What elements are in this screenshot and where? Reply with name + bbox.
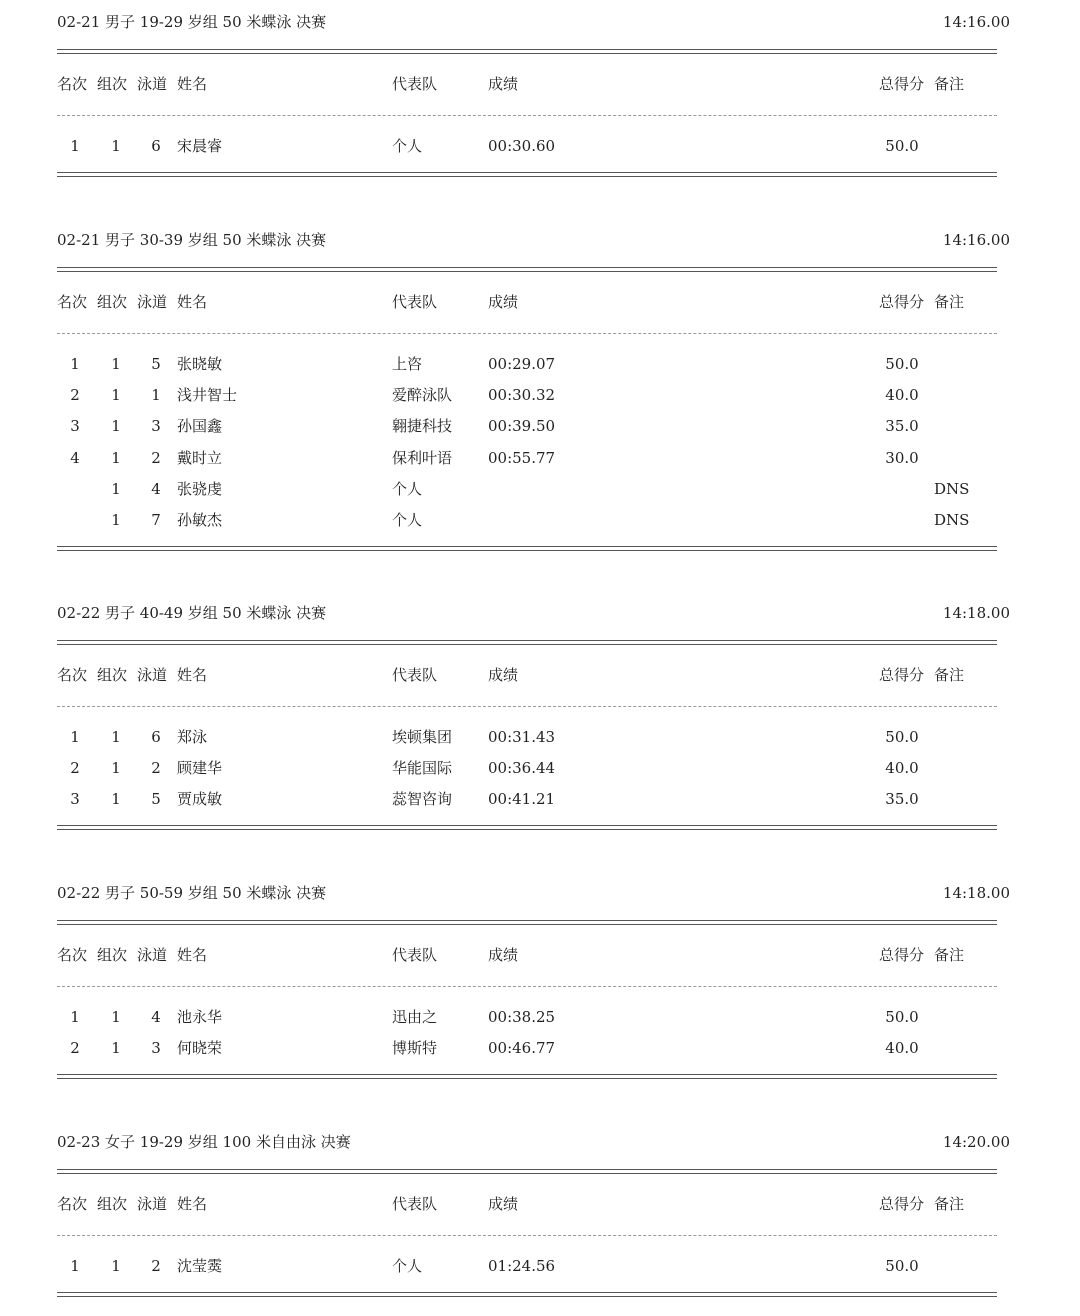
- cell-rank: 1: [70, 355, 80, 373]
- cell-team: 埃顿集团: [392, 728, 453, 746]
- double-rule: [57, 640, 997, 645]
- cell-points: 40.0: [885, 386, 919, 404]
- cell-lane: 3: [151, 417, 161, 435]
- header-lane: 泳道: [137, 75, 168, 93]
- dashed-rule: [57, 986, 997, 987]
- header-note: 备注: [934, 1195, 965, 1213]
- cell-note: DNS: [934, 511, 970, 529]
- cell-lane: 4: [151, 1008, 161, 1026]
- cell-note: DNS: [934, 480, 970, 498]
- header-result: 成绩: [488, 1195, 519, 1213]
- cell-lane: 6: [151, 728, 161, 746]
- cell-name: 张晓敏: [177, 355, 223, 373]
- cell-rank: 2: [70, 1039, 80, 1057]
- cell-result: 01:24.56: [488, 1257, 556, 1275]
- header-rank: 名次: [57, 666, 88, 684]
- cell-team: 蕊智咨询: [392, 790, 453, 808]
- cell-name: 顾建华: [177, 759, 223, 777]
- cell-result: 00:29.07: [488, 355, 556, 373]
- cell-result: 00:38.25: [488, 1008, 556, 1026]
- double-rule: [57, 1292, 997, 1297]
- dashed-rule: [57, 333, 997, 334]
- cell-team: 华能国际: [392, 759, 453, 777]
- cell-name: 贾成敏: [177, 790, 223, 808]
- cell-heat: 1: [111, 728, 121, 746]
- cell-lane: 5: [151, 790, 161, 808]
- cell-lane: 1: [151, 386, 161, 404]
- event-time: 14:18.00: [942, 604, 1010, 622]
- header-lane: 泳道: [137, 1195, 168, 1213]
- header-lane: 泳道: [137, 666, 168, 684]
- header-team: 代表队: [392, 75, 438, 93]
- header-name: 姓名: [177, 75, 208, 93]
- cell-result: 00:36.44: [488, 759, 556, 777]
- header-heat: 组次: [97, 666, 128, 684]
- event-time: 14:18.00: [942, 884, 1010, 902]
- header-team: 代表队: [392, 666, 438, 684]
- cell-heat: 1: [111, 417, 121, 435]
- cell-result: 00:55.77: [488, 449, 556, 467]
- cell-team: 个人: [392, 137, 423, 155]
- header-note: 备注: [934, 75, 965, 93]
- header-heat: 组次: [97, 946, 128, 964]
- header-note: 备注: [934, 666, 965, 684]
- cell-lane: 2: [151, 1257, 161, 1275]
- cell-points: 35.0: [885, 790, 919, 808]
- header-team: 代表队: [392, 293, 438, 311]
- cell-points: 50.0: [885, 1257, 919, 1275]
- header-lane: 泳道: [137, 946, 168, 964]
- cell-rank: 1: [70, 1008, 80, 1026]
- event-title: 02-22 男子 40-49 岁组 50 米蝶泳 决赛: [57, 604, 327, 622]
- cell-points: 50.0: [885, 355, 919, 373]
- header-team: 代表队: [392, 946, 438, 964]
- cell-rank: 3: [70, 790, 80, 808]
- double-rule: [57, 172, 997, 177]
- event-title: 02-22 男子 50-59 岁组 50 米蝶泳 决赛: [57, 884, 327, 902]
- cell-heat: 1: [111, 1257, 121, 1275]
- header-points: 总得分: [879, 666, 925, 684]
- cell-team: 翱捷科技: [392, 417, 453, 435]
- cell-lane: 3: [151, 1039, 161, 1057]
- cell-rank: 1: [70, 1257, 80, 1275]
- cell-result: 00:41.21: [488, 790, 556, 808]
- cell-team: 个人: [392, 511, 423, 529]
- cell-lane: 5: [151, 355, 161, 373]
- header-points: 总得分: [879, 293, 925, 311]
- header-points: 总得分: [879, 1195, 925, 1213]
- header-rank: 名次: [57, 1195, 88, 1213]
- header-heat: 组次: [97, 1195, 128, 1213]
- header-rank: 名次: [57, 946, 88, 964]
- cell-points: 50.0: [885, 137, 919, 155]
- cell-heat: 1: [111, 386, 121, 404]
- dashed-rule: [57, 115, 997, 116]
- cell-name: 宋晨睿: [177, 137, 223, 155]
- header-note: 备注: [934, 293, 965, 311]
- cell-result: 00:30.32: [488, 386, 556, 404]
- cell-heat: 1: [111, 790, 121, 808]
- header-result: 成绩: [488, 666, 519, 684]
- cell-name: 郑泳: [177, 728, 208, 746]
- cell-name: 池永华: [177, 1008, 223, 1026]
- cell-result: 00:39.50: [488, 417, 556, 435]
- double-rule: [57, 267, 997, 272]
- cell-heat: 1: [111, 137, 121, 155]
- cell-name: 孙国鑫: [177, 417, 223, 435]
- header-name: 姓名: [177, 666, 208, 684]
- header-points: 总得分: [879, 75, 925, 93]
- event-time: 14:16.00: [942, 231, 1010, 249]
- cell-name: 戴时立: [177, 449, 223, 467]
- cell-points: 40.0: [885, 759, 919, 777]
- header-team: 代表队: [392, 1195, 438, 1213]
- cell-team: 个人: [392, 1257, 423, 1275]
- cell-heat: 1: [111, 1039, 121, 1057]
- cell-lane: 2: [151, 449, 161, 467]
- cell-rank: 4: [70, 449, 80, 467]
- cell-lane: 7: [151, 511, 161, 529]
- cell-name: 张骁虔: [177, 480, 223, 498]
- cell-team: 博斯特: [392, 1039, 438, 1057]
- cell-result: 00:30.60: [488, 137, 556, 155]
- header-name: 姓名: [177, 1195, 208, 1213]
- cell-rank: 1: [70, 728, 80, 746]
- cell-team: 迅由之: [392, 1008, 438, 1026]
- cell-heat: 1: [111, 480, 121, 498]
- header-lane: 泳道: [137, 293, 168, 311]
- event-time: 14:16.00: [942, 13, 1010, 31]
- double-rule: [57, 825, 997, 830]
- dashed-rule: [57, 1235, 997, 1236]
- double-rule: [57, 1074, 997, 1079]
- cell-result: 00:31.43: [488, 728, 556, 746]
- cell-points: 35.0: [885, 417, 919, 435]
- header-heat: 组次: [97, 75, 128, 93]
- cell-team: 爱醉泳队: [392, 386, 453, 404]
- double-rule: [57, 546, 997, 551]
- double-rule: [57, 1169, 997, 1174]
- header-result: 成绩: [488, 946, 519, 964]
- double-rule: [57, 920, 997, 925]
- double-rule: [57, 49, 997, 54]
- cell-heat: 1: [111, 511, 121, 529]
- event-title: 02-21 男子 30-39 岁组 50 米蝶泳 决赛: [57, 231, 327, 249]
- cell-name: 何晓荣: [177, 1039, 223, 1057]
- dashed-rule: [57, 706, 997, 707]
- header-points: 总得分: [879, 946, 925, 964]
- header-result: 成绩: [488, 75, 519, 93]
- cell-rank: 1: [70, 137, 80, 155]
- cell-heat: 1: [111, 355, 121, 373]
- header-heat: 组次: [97, 293, 128, 311]
- cell-lane: 4: [151, 480, 161, 498]
- cell-team: 上咨: [392, 355, 423, 373]
- cell-name: 沈莹霙: [177, 1257, 223, 1275]
- header-rank: 名次: [57, 293, 88, 311]
- header-note: 备注: [934, 946, 965, 964]
- cell-team: 个人: [392, 480, 423, 498]
- header-name: 姓名: [177, 293, 208, 311]
- cell-rank: 2: [70, 759, 80, 777]
- header-result: 成绩: [488, 293, 519, 311]
- cell-lane: 6: [151, 137, 161, 155]
- event-time: 14:20.00: [942, 1133, 1010, 1151]
- cell-name: 浅井智士: [177, 386, 238, 404]
- cell-lane: 2: [151, 759, 161, 777]
- event-title: 02-23 女子 19-29 岁组 100 米自由泳 决赛: [57, 1133, 351, 1151]
- cell-points: 40.0: [885, 1039, 919, 1057]
- cell-points: 50.0: [885, 728, 919, 746]
- cell-rank: 3: [70, 417, 80, 435]
- header-name: 姓名: [177, 946, 208, 964]
- cell-heat: 1: [111, 1008, 121, 1026]
- cell-name: 孙敏杰: [177, 511, 223, 529]
- cell-result: 00:46.77: [488, 1039, 556, 1057]
- cell-rank: 2: [70, 386, 80, 404]
- cell-points: 50.0: [885, 1008, 919, 1026]
- event-title: 02-21 男子 19-29 岁组 50 米蝶泳 决赛: [57, 13, 327, 31]
- cell-heat: 1: [111, 449, 121, 467]
- cell-team: 保利叶语: [392, 449, 453, 467]
- header-rank: 名次: [57, 75, 88, 93]
- cell-points: 30.0: [885, 449, 919, 467]
- cell-heat: 1: [111, 759, 121, 777]
